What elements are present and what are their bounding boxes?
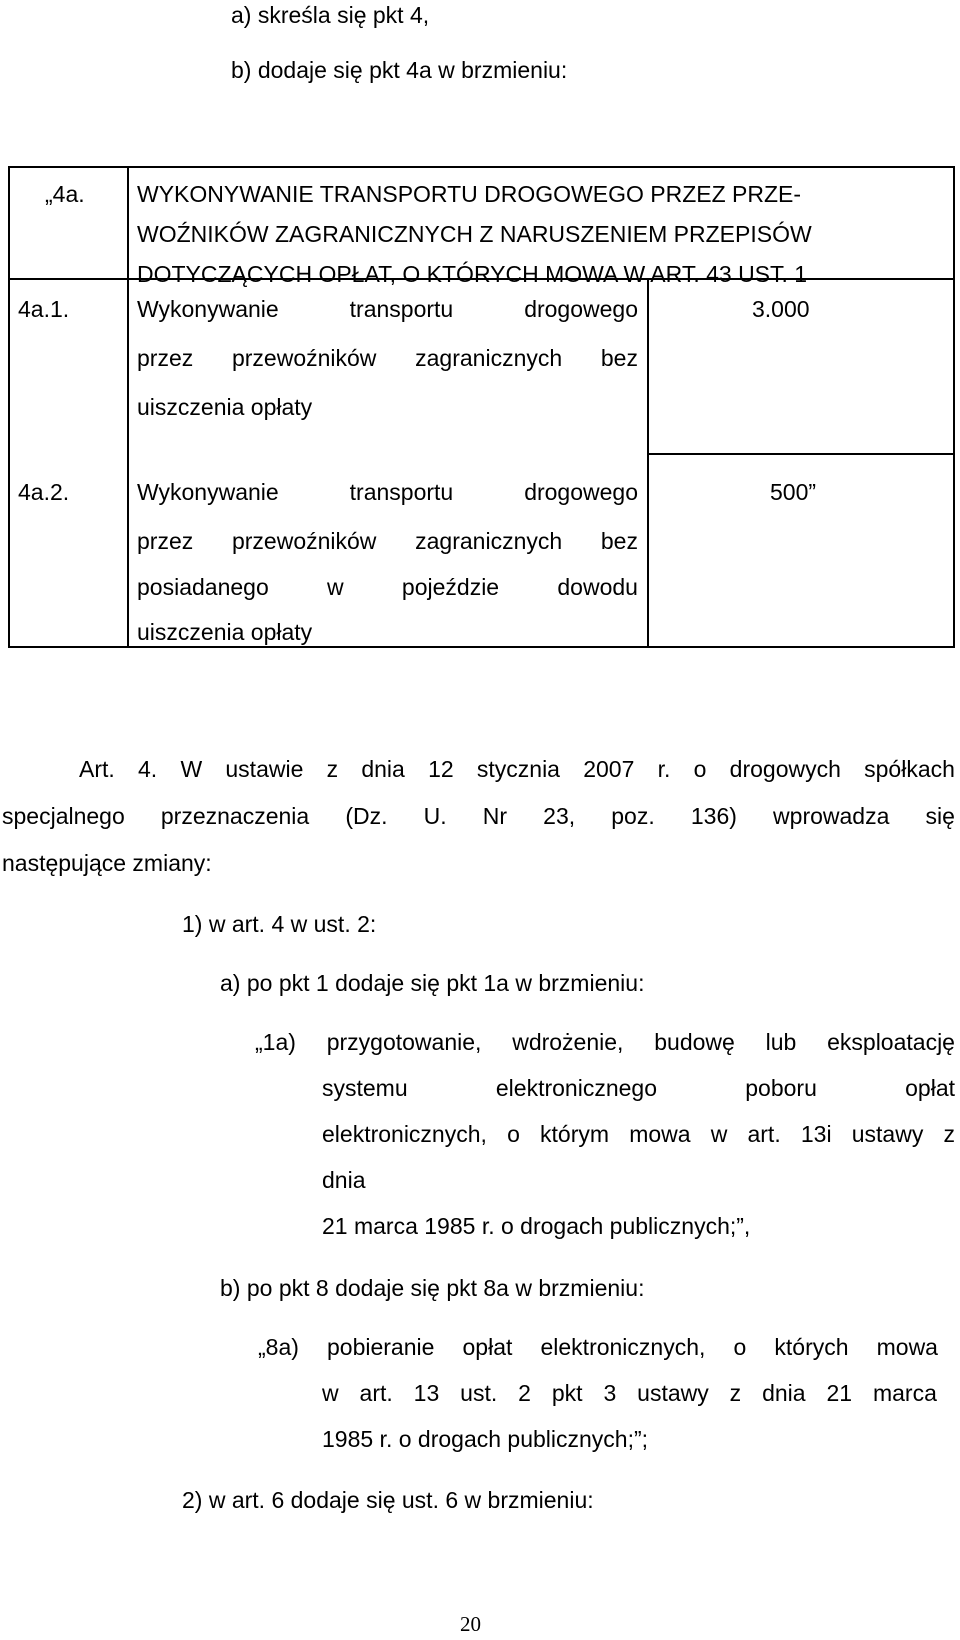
word: z <box>943 1121 955 1147</box>
quote-8a-line1 <box>258 1336 938 1359</box>
word: ustawy <box>637 1380 709 1406</box>
word: „8a) <box>258 1334 299 1360</box>
word: Wykonywanie <box>137 479 279 505</box>
word: 23, <box>543 803 576 829</box>
word: przez <box>137 345 194 371</box>
word: drogowych <box>729 756 841 782</box>
word: U. <box>423 803 447 829</box>
word: zagranicznych <box>415 528 563 554</box>
word: przygotowanie, <box>326 1029 482 1055</box>
word: w <box>710 1121 728 1147</box>
point-1: 1) w art. 4 w ust. 2: <box>182 911 377 937</box>
word: przewoźników <box>231 528 377 554</box>
row-desc-line <box>137 576 638 599</box>
word: 2 <box>518 1380 531 1406</box>
word: którym <box>540 1121 610 1147</box>
word: ustawy <box>851 1121 924 1147</box>
word: stycznia <box>476 756 560 782</box>
word: dnia <box>361 756 405 782</box>
row-desc-line: uiszczenia opłaty <box>137 394 313 420</box>
word: 21 <box>826 1380 853 1406</box>
word: (Dz. <box>345 803 388 829</box>
word: pojeździe <box>401 574 500 600</box>
word: poz. <box>611 803 655 829</box>
word: marca <box>872 1380 937 1406</box>
word: art. <box>359 1380 393 1406</box>
word: mowa <box>876 1334 938 1360</box>
table-col-divider-2 <box>647 278 649 648</box>
table-header-number: „4a. <box>45 181 85 207</box>
row-desc-line: uiszczenia opłaty <box>137 619 313 645</box>
word: ust. <box>460 1380 498 1406</box>
intro-item-b: b) dodaje się pkt 4a w brzmieniu: <box>231 57 568 83</box>
word: W <box>180 756 203 782</box>
word: transportu <box>349 296 454 322</box>
word: 13i <box>800 1121 832 1147</box>
word: dowodu <box>557 574 638 600</box>
word: r. <box>657 756 671 782</box>
table-header-line3: DOTYCZĄCYCH OPŁAT, O KTÓRYCH MOWA W ART. 43 UST. 1 <box>137 261 808 287</box>
word: elektronicznych, <box>322 1121 487 1147</box>
word: spółkach <box>864 756 955 782</box>
row-desc-line <box>137 530 638 553</box>
word: posiadanego <box>137 574 269 600</box>
quote-1a-line2 <box>322 1077 955 1100</box>
row-number: 4a.2. <box>18 479 70 505</box>
word: drogowego <box>524 296 638 322</box>
word: art. <box>747 1121 781 1147</box>
intro-item-a: a) skreśla się pkt 4, <box>231 2 430 28</box>
word: Nr <box>482 803 508 829</box>
quote-8a-line3: 1985 r. o drogach publicznych;”; <box>322 1426 649 1452</box>
word: pobieranie <box>327 1334 435 1360</box>
table-col-divider-1 <box>127 166 129 648</box>
art4-line3: następujące zmiany: <box>2 850 212 876</box>
word: 12 <box>428 756 454 782</box>
quote-1a-line5: 21 marca 1985 r. o drogach publicznych;”, <box>322 1213 751 1239</box>
word: opłat <box>462 1334 513 1360</box>
word: 2007 <box>583 756 635 782</box>
word: się <box>925 803 955 829</box>
word: poboru <box>745 1075 817 1101</box>
word: specjalnego <box>2 803 125 829</box>
word: których <box>774 1334 849 1360</box>
row-amount: 3.000 <box>752 296 810 322</box>
word: o <box>733 1334 747 1360</box>
row-desc-line <box>137 481 638 504</box>
row-amount: 500” <box>770 479 817 505</box>
word: 4. <box>138 756 158 782</box>
table-header-line1: WYKONYWANIE TRANSPORTU DROGOWEGO PRZEZ PRZE- <box>137 181 802 207</box>
word: wprowadza <box>773 803 890 829</box>
art4-line1 <box>79 758 955 781</box>
row-desc-line <box>137 347 638 370</box>
word: przez <box>137 528 194 554</box>
word: lub <box>765 1029 797 1055</box>
word: z <box>326 756 339 782</box>
row-number: 4a.1. <box>18 296 70 322</box>
word: opłat <box>905 1075 955 1101</box>
point-2: 2) w art. 6 dodaje się ust. 6 w brzmieniu: <box>182 1487 594 1513</box>
word: drogowego <box>524 479 638 505</box>
word: dnia <box>762 1380 806 1406</box>
word: systemu <box>322 1075 408 1101</box>
table-amount-divider <box>647 453 955 455</box>
quote-1a-line3 <box>322 1123 955 1146</box>
word: elektronicznych, <box>540 1334 706 1360</box>
word: bez <box>600 345 638 371</box>
word: elektronicznego <box>495 1075 657 1101</box>
point-1a: a) po pkt 1 dodaje się pkt 1a w brzmieniu: <box>220 970 645 996</box>
word: z <box>729 1380 742 1406</box>
word: ustawie <box>225 756 304 782</box>
word: przeznaczenia <box>160 803 310 829</box>
quote-8a-line2 <box>322 1382 937 1405</box>
page-number: 20 <box>460 1612 481 1636</box>
word: „1a) <box>255 1029 296 1055</box>
word: 3 <box>603 1380 617 1406</box>
word: pkt <box>551 1380 583 1406</box>
word: w <box>322 1380 339 1406</box>
word: budowę <box>654 1029 735 1055</box>
quote-1a-line4: dnia <box>322 1167 366 1193</box>
word: zagranicznych <box>415 345 563 371</box>
word: o <box>693 756 707 782</box>
word: przewoźników <box>231 345 377 371</box>
point-1b: b) po pkt 8 dodaje się pkt 8a w brzmieniu: <box>220 1275 645 1301</box>
word: mowa <box>629 1121 691 1147</box>
word: transportu <box>349 479 454 505</box>
quote-1a-line1 <box>255 1031 955 1054</box>
word: 13 <box>413 1380 440 1406</box>
word: o <box>507 1121 520 1147</box>
row-desc-line <box>137 298 638 321</box>
word: Art. <box>79 756 115 782</box>
table-header-line2: WOŹNIKÓW ZAGRANICZNYCH Z NARUSZENIEM PRZEPISÓW <box>137 221 812 247</box>
art4-line2 <box>2 805 955 828</box>
word: eksploatację <box>827 1029 955 1055</box>
word: bez <box>600 528 638 554</box>
word: w <box>327 574 344 600</box>
word: 136) <box>690 803 737 829</box>
word: Wykonywanie <box>137 296 279 322</box>
word: wdrożenie, <box>512 1029 624 1055</box>
